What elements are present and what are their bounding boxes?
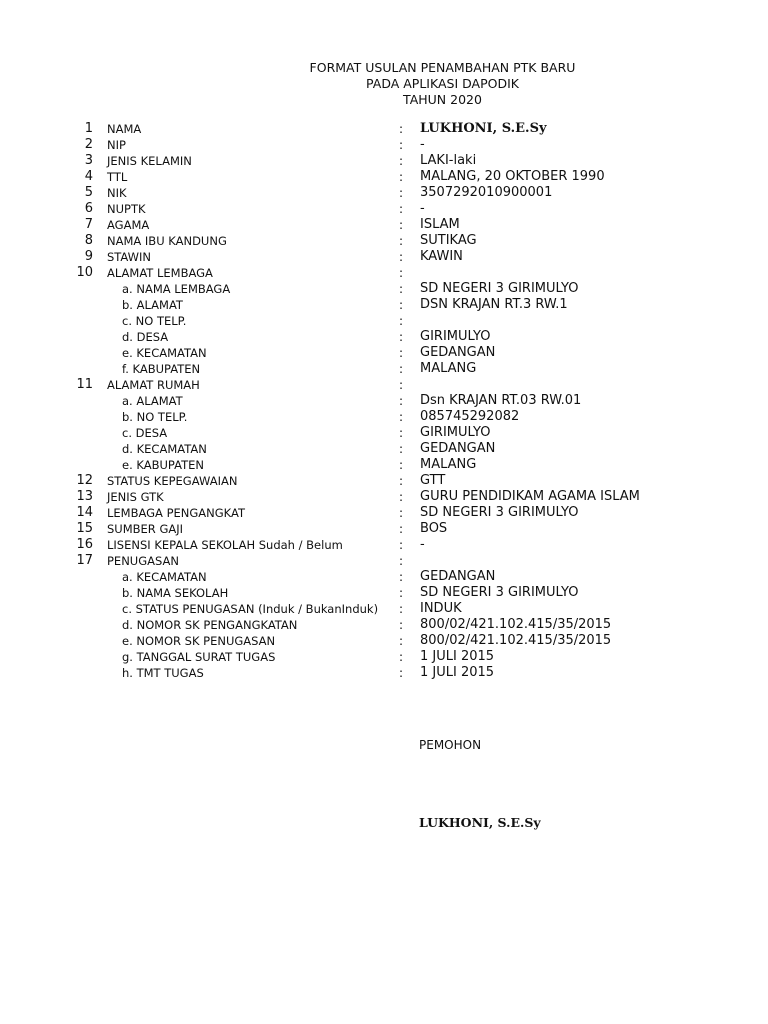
form-row: [0, 537, 768, 553]
field-label: NAMA IBU KANDUNG: [107, 234, 227, 248]
field-colon: :: [399, 138, 404, 152]
field-label: b. NO TELP.: [122, 410, 188, 424]
form-row: [0, 601, 768, 617]
field-colon: :: [399, 266, 404, 280]
field-value: GURU PENDIDIKAM AGAMA ISLAM: [420, 489, 640, 504]
field-colon: :: [399, 538, 404, 552]
field-colon: :: [399, 634, 404, 648]
form-row: [0, 313, 768, 329]
field-label: PENUGASAN: [107, 554, 179, 568]
field-colon: :: [399, 170, 404, 184]
field-label: LISENSI KEPALA SEKOLAH Sudah / Belum: [107, 538, 343, 552]
form-row: [0, 489, 768, 505]
field-value: -: [420, 137, 425, 152]
form-row: [0, 617, 768, 633]
field-colon: :: [399, 490, 404, 504]
row-number: 14: [76, 505, 93, 520]
field-label: NUPTK: [107, 202, 146, 216]
field-label: b. ALAMAT: [122, 298, 183, 312]
row-number: 12: [76, 473, 93, 488]
form-row: [0, 425, 768, 441]
row-number: 9: [84, 249, 93, 264]
form-row: [0, 121, 768, 137]
field-colon: :: [399, 602, 404, 616]
field-label: g. TANGGAL SURAT TUGAS: [122, 650, 276, 664]
form-row: [0, 201, 768, 217]
field-value: ISLAM: [420, 217, 460, 232]
form-row: [0, 585, 768, 601]
form-row: [0, 649, 768, 665]
field-colon: :: [399, 554, 404, 568]
form-row: [0, 345, 768, 361]
field-label: h. TMT TUGAS: [122, 666, 204, 680]
form-row: [0, 633, 768, 649]
field-colon: :: [399, 234, 404, 248]
row-number: 4: [84, 169, 93, 184]
row-number: 7: [84, 217, 93, 232]
field-value: GEDANGAN: [420, 345, 496, 360]
field-value: GIRIMULYO: [420, 425, 491, 440]
row-number: 1: [84, 121, 93, 136]
field-colon: :: [399, 474, 404, 488]
field-label: STATUS KEPEGAWAIAN: [107, 474, 238, 488]
form-row: [0, 473, 768, 489]
field-colon: :: [399, 122, 404, 136]
field-label: e. KECAMATAN: [122, 346, 207, 360]
field-colon: :: [399, 522, 404, 536]
field-label: c. DESA: [122, 426, 168, 440]
row-number: 2: [84, 137, 93, 152]
form-row: [0, 569, 768, 585]
form-row: [0, 553, 768, 569]
field-label: AGAMA: [107, 218, 150, 232]
field-value: SUTIKAG: [420, 233, 477, 248]
field-colon: :: [399, 202, 404, 216]
field-colon: :: [399, 618, 404, 632]
field-colon: :: [399, 410, 404, 424]
field-colon: :: [399, 666, 404, 680]
field-colon: :: [399, 250, 404, 264]
field-label: d. NOMOR SK PENGANGKATAN: [122, 618, 298, 632]
field-colon: :: [399, 506, 404, 520]
field-label: NIK: [107, 186, 127, 200]
field-value: 800/02/421.102.415/35/2015: [420, 617, 612, 632]
field-label: JENIS GTK: [107, 490, 164, 504]
form-row: [0, 169, 768, 185]
form-row: [0, 233, 768, 249]
field-value: LAKI-laki: [420, 153, 477, 168]
row-number: 16: [76, 537, 93, 552]
field-label: TTL: [107, 170, 128, 184]
field-label: NIP: [107, 138, 126, 152]
row-number: 5: [84, 185, 93, 200]
field-colon: :: [399, 458, 404, 472]
form-row: [0, 409, 768, 425]
field-value: GEDANGAN: [420, 441, 496, 456]
form-row: [0, 665, 768, 681]
field-label: LEMBAGA PENGANGKAT: [107, 506, 246, 520]
field-value: 1 JULI 2015: [420, 649, 495, 664]
field-label: a. KECAMATAN: [122, 570, 207, 584]
field-value: INDUK: [420, 601, 462, 616]
field-label: JENIS KELAMIN: [107, 154, 192, 168]
field-value: MALANG: [420, 361, 477, 376]
field-value: SD NEGERI 3 GIRIMULYO: [420, 281, 579, 296]
row-number: 3: [84, 153, 93, 168]
row-number: 15: [76, 521, 93, 536]
field-label: ALAMAT RUMAH: [107, 378, 200, 392]
field-label: d. KECAMATAN: [122, 442, 207, 456]
field-colon: :: [399, 186, 404, 200]
form-row: [0, 265, 768, 281]
field-label: SUMBER GAJI: [107, 522, 184, 536]
field-label: c. NO TELP.: [122, 314, 187, 328]
form-row: [0, 521, 768, 537]
field-label: d. DESA: [122, 330, 169, 344]
field-colon: :: [399, 362, 404, 376]
field-value: 3507292010900001: [420, 185, 553, 200]
form-fields: [0, 121, 768, 681]
row-number: 6: [84, 201, 93, 216]
field-colon: :: [399, 298, 404, 312]
row-number: 8: [84, 233, 93, 248]
field-value: DSN KRAJAN RT.3 RW.1: [420, 297, 568, 312]
field-value: GIRIMULYO: [420, 329, 491, 344]
form-row: [0, 361, 768, 377]
form-row: [0, 281, 768, 297]
field-value: -: [420, 537, 425, 552]
signature-name: LUKHONI, S.E.Sy: [419, 815, 541, 830]
field-colon: :: [399, 282, 404, 296]
field-value: SD NEGERI 3 GIRIMULYO: [420, 505, 579, 520]
field-label: f. KABUPATEN: [122, 362, 201, 376]
row-number: 10: [76, 265, 93, 280]
field-label: ALAMAT LEMBAGA: [107, 266, 213, 280]
field-colon: :: [399, 570, 404, 584]
row-number: 17: [76, 553, 93, 568]
form-row: [0, 393, 768, 409]
document-title-line-2: PADA APLIKASI DAPODIK: [366, 76, 519, 91]
field-label: NAMA: [107, 122, 142, 136]
field-value: 1 JULI 2015: [420, 665, 495, 680]
form-row: [0, 249, 768, 265]
field-colon: :: [399, 154, 404, 168]
form-row: [0, 457, 768, 473]
signature-title: PEMOHON: [419, 738, 482, 752]
form-row: [0, 329, 768, 345]
form-row: [0, 441, 768, 457]
field-value: LUKHONI, S.E.Sy: [420, 121, 547, 136]
field-value: GEDANGAN: [420, 569, 496, 584]
field-label: a. ALAMAT: [122, 394, 183, 408]
row-number: 11: [76, 377, 93, 392]
document-title-line-1: FORMAT USULAN PENAMBAHAN PTK BARU: [309, 60, 576, 75]
form-row: [0, 185, 768, 201]
field-colon: :: [399, 330, 404, 344]
row-number: 13: [76, 489, 93, 504]
form-row: [0, 217, 768, 233]
field-value: Dsn KRAJAN RT.03 RW.01: [420, 393, 582, 408]
field-label: STAWIN: [107, 250, 152, 264]
field-label: c. STATUS PENUGASAN (Induk / BukanInduk): [122, 602, 379, 616]
form-row: [0, 153, 768, 169]
field-label: a. NAMA LEMBAGA: [122, 282, 231, 296]
field-colon: :: [399, 426, 404, 440]
field-colon: :: [399, 378, 404, 392]
field-colon: :: [399, 442, 404, 456]
field-value: MALANG: [420, 457, 477, 472]
field-value: 800/02/421.102.415/35/2015: [420, 633, 612, 648]
field-value: BOS: [420, 521, 448, 536]
field-value: -: [420, 201, 425, 216]
field-label: b. NAMA SEKOLAH: [122, 586, 229, 600]
field-value: 085745292082: [420, 409, 520, 424]
form-row: [0, 505, 768, 521]
field-colon: :: [399, 586, 404, 600]
field-colon: :: [399, 394, 404, 408]
field-colon: :: [399, 346, 404, 360]
form-row: [0, 297, 768, 313]
field-value: MALANG, 20 OKTOBER 1990: [420, 169, 605, 184]
field-value: GTT: [420, 473, 446, 488]
document-title-line-3: TAHUN 2020: [403, 92, 482, 107]
field-value: SD NEGERI 3 GIRIMULYO: [420, 585, 579, 600]
field-colon: :: [399, 650, 404, 664]
field-value: KAWIN: [420, 249, 463, 264]
form-row: [0, 377, 768, 393]
field-label: e. NOMOR SK PENUGASAN: [122, 634, 276, 648]
field-colon: :: [399, 314, 404, 328]
field-colon: :: [399, 218, 404, 232]
field-label: e. KABUPATEN: [122, 458, 204, 472]
form-row: [0, 137, 768, 153]
